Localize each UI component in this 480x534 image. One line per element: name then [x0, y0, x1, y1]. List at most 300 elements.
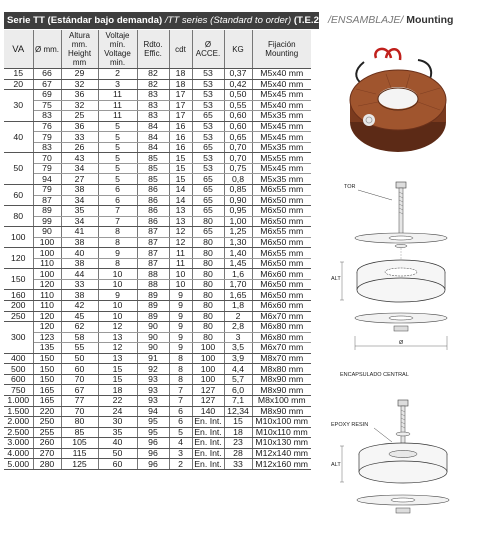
kg-cell: 23 [224, 438, 252, 449]
table-row [4, 427, 311, 438]
mounting-cell: M5x40 mm [252, 69, 311, 80]
diameter-cell: 99 [33, 216, 61, 227]
diameter-cell: 79 [33, 132, 61, 143]
table-row [4, 79, 311, 90]
kg-cell: 3,5 [224, 343, 252, 354]
va-cell: 1.000 [4, 395, 33, 406]
diameter-cell: 280 [33, 459, 61, 470]
kg-cell: 0,95 [224, 206, 252, 217]
title-std: (T.E.230V) [293, 15, 340, 26]
voltage-cell: 7 [98, 206, 137, 217]
cdt-cell: 15 [169, 174, 192, 185]
central-encapsulation-diagram [330, 176, 480, 384]
mounting-cell: M5x35 mm [252, 111, 311, 122]
height-cell: 115 [61, 448, 98, 459]
table-row [4, 417, 311, 428]
va-cell: 20 [4, 79, 33, 90]
voltage-cell: 5 [98, 132, 137, 143]
va-cell: 4.000 [4, 448, 33, 459]
va-cell: 3.000 [4, 438, 33, 449]
diameter-cell: 165 [33, 385, 61, 396]
efficiency-cell: 88 [137, 269, 169, 280]
kg-cell: 1,30 [224, 237, 252, 248]
mounting-cell: M5x45 mm [252, 163, 311, 174]
efficiency-cell: 84 [137, 142, 169, 153]
cdt-cell: 9 [169, 332, 192, 343]
acce-cell: 65 [192, 227, 224, 238]
voltage-cell: 10 [98, 279, 137, 290]
voltage-cell: 7 [98, 216, 137, 227]
efficiency-cell: 93 [137, 395, 169, 406]
col-header-va: VA [4, 30, 33, 69]
acce-cell: 53 [192, 90, 224, 101]
kg-cell: 0,90 [224, 195, 252, 206]
table-row [4, 332, 311, 343]
acce-cell: 80 [192, 269, 224, 280]
kg-cell: 18 [224, 427, 252, 438]
table-row [4, 142, 311, 153]
voltage-cell: 10 [98, 301, 137, 312]
voltage-cell: 5 [98, 174, 137, 185]
efficiency-cell: 87 [137, 248, 169, 259]
voltage-cell: 10 [98, 269, 137, 280]
height-cell: 36 [61, 90, 98, 101]
kg-cell: 15 [224, 417, 252, 428]
cdt-cell: 8 [169, 374, 192, 385]
height-cell: 38 [61, 258, 98, 269]
mounting-cell: M5x35 mm [252, 174, 311, 185]
acce-cell: 127 [192, 385, 224, 396]
va-cell: 750 [4, 385, 33, 396]
height-cell: 29 [61, 69, 98, 80]
col-header-mounting: Fijación Mounting [252, 30, 311, 69]
acce-cell: 53 [192, 69, 224, 80]
va-cell: 15 [4, 69, 33, 80]
diameter-cell: 89 [33, 206, 61, 217]
mounting-cell: M6x55 mm [252, 227, 311, 238]
diameter-cell: 255 [33, 427, 61, 438]
cdt-cell: 10 [169, 279, 192, 290]
kg-cell: 3 [224, 332, 252, 343]
va-cell: 200 [4, 301, 33, 312]
height-cell: 45 [61, 311, 98, 322]
kg-cell: 5,7 [224, 374, 252, 385]
voltage-cell: 9 [98, 290, 137, 301]
mounting-cell: M8x90 mm [252, 406, 311, 417]
cdt-cell: 14 [169, 195, 192, 206]
kg-cell: 0,42 [224, 79, 252, 90]
acce-cell: En. Int. [192, 438, 224, 449]
efficiency-cell: 89 [137, 301, 169, 312]
kg-cell: 12,34 [224, 406, 252, 417]
kg-cell: 1,6 [224, 269, 252, 280]
cdt-cell: 18 [169, 69, 192, 80]
voltage-cell: 24 [98, 406, 137, 417]
table-row [4, 111, 311, 122]
height-cell: 105 [61, 438, 98, 449]
diameter-cell: 120 [33, 279, 61, 290]
cdt-cell: 12 [169, 237, 192, 248]
cdt-cell: 6 [169, 417, 192, 428]
mounting-cell: M6x70 mm [252, 311, 311, 322]
acce-cell: 80 [192, 237, 224, 248]
table-row [4, 206, 311, 217]
acce-cell: 65 [192, 206, 224, 217]
efficiency-cell: 96 [137, 459, 169, 470]
mounting-cell: M5x45 mm [252, 90, 311, 101]
va-cell: 60 [4, 185, 33, 206]
mounting-cell: M6x50 mm [252, 216, 311, 227]
diameter-cell: 69 [33, 90, 61, 101]
acce-cell: 80 [192, 279, 224, 290]
acce-cell: 80 [192, 311, 224, 322]
kg-cell: 33 [224, 459, 252, 470]
table-row [4, 290, 311, 301]
mounting-cell: M5x45 mm [252, 121, 311, 132]
va-cell: 2.000 [4, 417, 33, 428]
diameter-cell: 120 [33, 311, 61, 322]
voltage-cell: 8 [98, 237, 137, 248]
mounting-cell: M6x60 mm [252, 301, 311, 312]
height-cell: 77 [61, 395, 98, 406]
diameter-cell: 90 [33, 227, 61, 238]
efficiency-cell: 82 [137, 69, 169, 80]
cdt-cell: 3 [169, 448, 192, 459]
va-cell: 80 [4, 206, 33, 227]
table-row [4, 322, 311, 333]
title-es: Serie TT (Estándar bajo demanda) [7, 15, 163, 26]
diameter-cell: 100 [33, 269, 61, 280]
kg-cell: 1,25 [224, 227, 252, 238]
diameter-cell: 70 [33, 153, 61, 164]
diameter-cell: 260 [33, 438, 61, 449]
acce-cell: 80 [192, 322, 224, 333]
diameter-cell: 270 [33, 448, 61, 459]
spec-table [4, 30, 311, 470]
cdt-cell: 16 [169, 132, 192, 143]
kg-cell: 2 [224, 311, 252, 322]
table-row [4, 395, 311, 406]
cdt-cell: 13 [169, 206, 192, 217]
efficiency-cell: 87 [137, 237, 169, 248]
voltage-cell: 8 [98, 227, 137, 238]
acce-cell: 53 [192, 163, 224, 174]
efficiency-cell: 95 [137, 427, 169, 438]
voltage-cell: 6 [98, 185, 137, 196]
mounting-cell: M5x40 mm [252, 100, 311, 111]
kg-cell: 1,40 [224, 248, 252, 259]
diameter-cell: 79 [33, 185, 61, 196]
efficiency-cell: 83 [137, 100, 169, 111]
table-row [4, 448, 311, 459]
va-cell: 400 [4, 353, 33, 364]
acce-cell: 65 [192, 174, 224, 185]
acce-cell: En. Int. [192, 427, 224, 438]
height-cell: 32 [61, 100, 98, 111]
va-cell: 250 [4, 311, 33, 322]
kg-cell: 0,37 [224, 69, 252, 80]
table-row [4, 163, 311, 174]
va-cell: 300 [4, 322, 33, 354]
height-cell: 42 [61, 301, 98, 312]
assembly-en: Mounting [406, 14, 454, 26]
acce-cell: 100 [192, 353, 224, 364]
acce-cell: En. Int. [192, 417, 224, 428]
mounting-cell: M6x80 mm [252, 322, 311, 333]
efficiency-cell: 86 [137, 206, 169, 217]
efficiency-cell: 87 [137, 258, 169, 269]
col-header-height: Altura mm. Height mm [61, 30, 98, 69]
table-row [4, 237, 311, 248]
cdt-cell: 11 [169, 258, 192, 269]
voltage-cell: 13 [98, 353, 137, 364]
voltage-cell: 30 [98, 417, 137, 428]
voltage-cell: 40 [98, 438, 137, 449]
cdt-cell: 14 [169, 185, 192, 196]
diameter-cell: 94 [33, 174, 61, 185]
table-row [4, 343, 311, 354]
mounting-cell: M8x90 mm [252, 385, 311, 396]
mounting-cell: M6x60 mm [252, 269, 311, 280]
cdt-cell: 7 [169, 395, 192, 406]
kg-cell: 6,0 [224, 385, 252, 396]
mounting-cell: M6x55 mm [252, 248, 311, 259]
cdt-cell: 16 [169, 142, 192, 153]
table-row [4, 406, 311, 417]
voltage-cell: 9 [98, 248, 137, 259]
acce-cell: 80 [192, 216, 224, 227]
acce-cell: 53 [192, 121, 224, 132]
diameter-cell: 75 [33, 100, 61, 111]
efficiency-cell: 84 [137, 132, 169, 143]
mounting-cell: M5x45 mm [252, 132, 311, 143]
diameter-cell: 83 [33, 111, 61, 122]
table-row [4, 269, 311, 280]
efficiency-cell: 85 [137, 153, 169, 164]
title-en: /TT series (Standard to order) [164, 15, 292, 26]
height-cell: 43 [61, 153, 98, 164]
kg-cell: 1,00 [224, 216, 252, 227]
voltage-cell: 5 [98, 163, 137, 174]
voltage-cell: 11 [98, 111, 137, 122]
table-row [4, 301, 311, 312]
diameter-cell: 67 [33, 79, 61, 90]
kg-cell: 1,65 [224, 290, 252, 301]
cdt-cell: 5 [169, 427, 192, 438]
va-cell: 5.000 [4, 459, 33, 470]
mounting-cell: M6x50 mm [252, 195, 311, 206]
mounting-cell: M6x50 mm [252, 206, 311, 217]
mounting-cell: M6x50 mm [252, 290, 311, 301]
voltage-cell: 35 [98, 427, 137, 438]
voltage-cell: 8 [98, 258, 137, 269]
kg-cell: 1,45 [224, 258, 252, 269]
mounting-cell: M6x55 mm [252, 185, 311, 196]
diameter-cell: 123 [33, 332, 61, 343]
acce-cell: 65 [192, 185, 224, 196]
va-cell: 600 [4, 374, 33, 385]
alt2-label: ALT [331, 462, 341, 468]
height-cell: 25 [61, 111, 98, 122]
height-cell: 44 [61, 269, 98, 280]
table-row [4, 459, 311, 470]
diameter-cell: 83 [33, 142, 61, 153]
diameter-cell: 110 [33, 258, 61, 269]
table-row [4, 174, 311, 185]
mounting-cell: M12x160 mm [252, 459, 311, 470]
efficiency-cell: 89 [137, 311, 169, 322]
cdt-cell: 15 [169, 153, 192, 164]
table-row [4, 248, 311, 259]
voltage-cell: 15 [98, 364, 137, 375]
cdt-cell: 9 [169, 343, 192, 354]
table-row [4, 258, 311, 269]
acce-cell: 100 [192, 374, 224, 385]
mounting-cell: M5x55 mm [252, 153, 311, 164]
mounting-cell: M12x140 mm [252, 448, 311, 459]
kg-cell: 28 [224, 448, 252, 459]
acce-cell: 100 [192, 343, 224, 354]
mounting-cell: M6x70 mm [252, 343, 311, 354]
efficiency-cell: 95 [137, 417, 169, 428]
cdt-cell: 15 [169, 163, 192, 174]
table-header-row [4, 30, 311, 69]
diameter-cell: 220 [33, 406, 61, 417]
mounting-cell: M6x80 mm [252, 332, 311, 343]
height-cell: 85 [61, 427, 98, 438]
encapsulado-label: ENCAPSULADO CENTRAL [340, 372, 409, 378]
acce-cell: 53 [192, 79, 224, 90]
efficiency-cell: 96 [137, 448, 169, 459]
efficiency-cell: 89 [137, 290, 169, 301]
acce-cell: 80 [192, 258, 224, 269]
mounting-cell: M8x90 mm [252, 374, 311, 385]
acce-cell: 80 [192, 332, 224, 343]
tor-label: TOR [344, 184, 356, 190]
cdt-cell: 12 [169, 227, 192, 238]
mounting-cell: M6x50 mm [252, 279, 311, 290]
acce-cell: 140 [192, 406, 224, 417]
mounting-cell: M5x35 mm [252, 142, 311, 153]
col-header-acce: Ø ACCE. [192, 30, 224, 69]
height-cell: 80 [61, 417, 98, 428]
table-row [4, 385, 311, 396]
efficiency-cell: 86 [137, 216, 169, 227]
col-header-kg: KG [224, 30, 252, 69]
diameter-cell: 150 [33, 353, 61, 364]
col-header-voltage: Voltaje mín. Voltage min. [98, 30, 137, 69]
height-cell: 34 [61, 163, 98, 174]
voltage-cell: 2 [98, 69, 137, 80]
cdt-cell: 17 [169, 100, 192, 111]
va-cell: 1.500 [4, 406, 33, 417]
height-cell: 67 [61, 385, 98, 396]
efficiency-cell: 87 [137, 227, 169, 238]
voltage-cell: 12 [98, 343, 137, 354]
table-row [4, 185, 311, 196]
voltage-cell: 11 [98, 90, 137, 101]
table-row [4, 374, 311, 385]
table-row [4, 353, 311, 364]
cdt-cell: 4 [169, 438, 192, 449]
height-cell: 36 [61, 121, 98, 132]
diameter-cell: 76 [33, 121, 61, 132]
col-header-cdt: cdt [169, 30, 192, 69]
cdt-cell: 9 [169, 311, 192, 322]
voltage-cell: 22 [98, 395, 137, 406]
va-cell: 100 [4, 227, 33, 248]
diameter-cell: 100 [33, 237, 61, 248]
height-cell: 55 [61, 343, 98, 354]
cdt-cell: 18 [169, 79, 192, 90]
diameter-cell: 150 [33, 364, 61, 375]
acce-cell: 80 [192, 290, 224, 301]
col-header-efficiency: Rdto. Effic. [137, 30, 169, 69]
assembly-es: /ENSAMBLAJE/ [328, 14, 404, 26]
mounting-cell: M10x100 mm [252, 417, 311, 428]
acce-cell: 127 [192, 395, 224, 406]
height-cell: 32 [61, 79, 98, 90]
va-cell: 160 [4, 290, 33, 301]
diameter-cell: 150 [33, 374, 61, 385]
cdt-cell: 11 [169, 248, 192, 259]
table-row [4, 100, 311, 111]
acce-cell: 65 [192, 111, 224, 122]
kg-cell: 0,55 [224, 100, 252, 111]
height-cell: 38 [61, 290, 98, 301]
acce-cell: En. Int. [192, 448, 224, 459]
efficiency-cell: 84 [137, 121, 169, 132]
mounting-cell: M6x50 mm [252, 237, 311, 248]
height-cell: 33 [61, 132, 98, 143]
height-cell: 62 [61, 322, 98, 333]
voltage-cell: 15 [98, 374, 137, 385]
diameter-cell: 100 [33, 248, 61, 259]
acce-cell: 53 [192, 132, 224, 143]
table-row [4, 364, 311, 375]
cdt-cell: 6 [169, 406, 192, 417]
diameter-cell: 165 [33, 395, 61, 406]
cdt-cell: 13 [169, 216, 192, 227]
diameter-cell: 110 [33, 301, 61, 312]
height-cell: 70 [61, 406, 98, 417]
kg-cell: 0,50 [224, 90, 252, 101]
kg-cell: 7,1 [224, 395, 252, 406]
kg-cell: 0,65 [224, 132, 252, 143]
efficiency-cell: 82 [137, 79, 169, 90]
epoxy-label: EPOXY RESIN [331, 422, 369, 428]
efficiency-cell: 93 [137, 374, 169, 385]
kg-cell: 0,75 [224, 163, 252, 174]
diameter-cell: 110 [33, 290, 61, 301]
efficiency-cell: 91 [137, 353, 169, 364]
table-row [4, 279, 311, 290]
height-cell: 35 [61, 206, 98, 217]
cdt-cell: 9 [169, 290, 192, 301]
kg-cell: 0,60 [224, 111, 252, 122]
height-cell: 38 [61, 237, 98, 248]
va-cell: 120 [4, 248, 33, 269]
kg-cell: 3,9 [224, 353, 252, 364]
acce-cell: 65 [192, 142, 224, 153]
acce-cell: 53 [192, 100, 224, 111]
kg-cell: 1,8 [224, 301, 252, 312]
va-cell: 500 [4, 364, 33, 375]
voltage-cell: 5 [98, 142, 137, 153]
mounting-cell: M10x130 mm [252, 438, 311, 449]
mounting-cell: M8x100 mm [252, 395, 311, 406]
cdt-cell: 8 [169, 364, 192, 375]
